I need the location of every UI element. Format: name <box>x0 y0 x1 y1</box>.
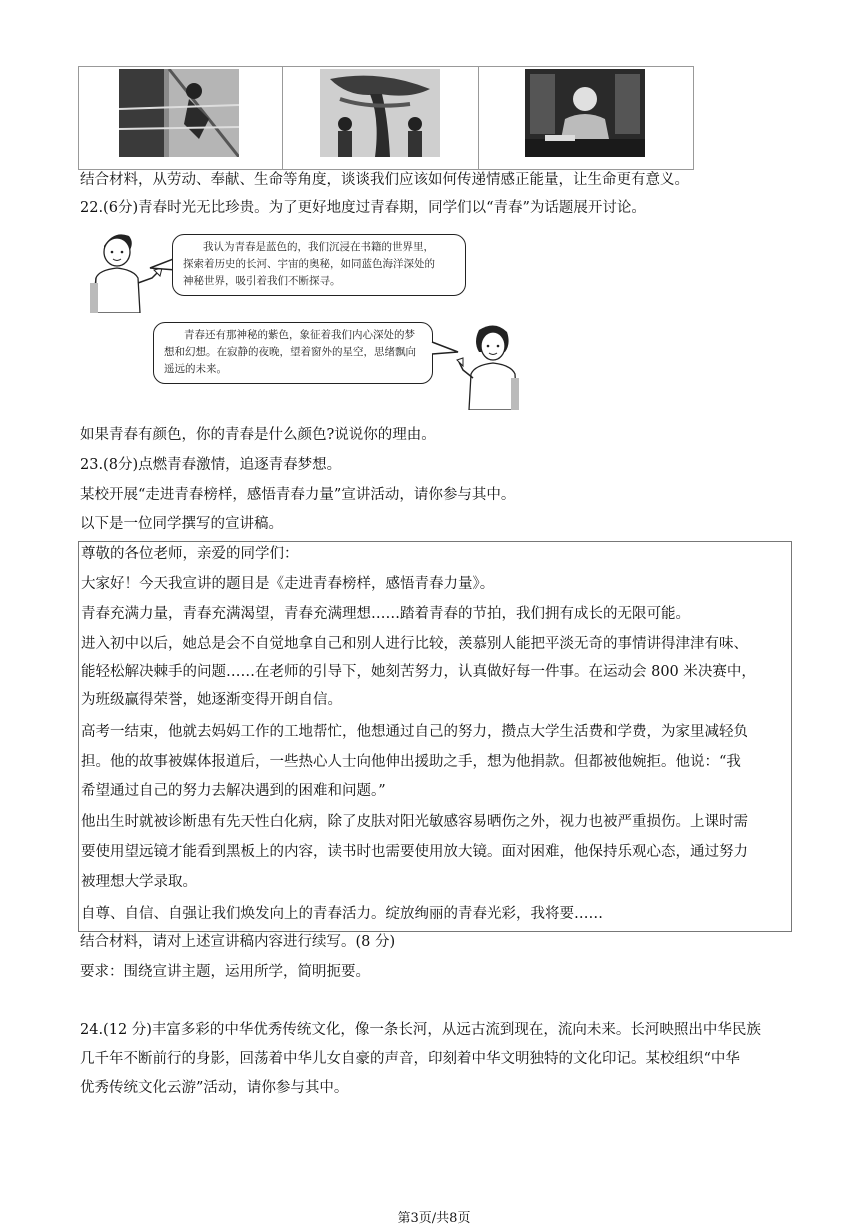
speech-line: 希望通过自己的努力去解决遇到的困难和问题。” <box>81 783 386 799</box>
speech-line: 要使用望远镜才能看到黑板上的内容，读书时也需要使用放大镜。面对困难，他保持乐观心态，通过努力 <box>81 844 748 860</box>
q23-intro: 某校开展“走进青春榜样，感悟青春力量”宣讲活动，请你参与其中。 <box>80 487 516 503</box>
image-table <box>78 66 694 170</box>
speech-line: 担。他的故事被媒体报道后，一些热心人士向他伸出援助之手，想为他捐款。但都被他婉拒。他说：“我 <box>81 754 741 770</box>
q22-question: 如果青春有颜色，你的青春是什么颜色?说说你的理由。 <box>80 427 436 443</box>
photo-elderly-man-at-desk <box>525 69 645 157</box>
q24-line: 优秀传统文化云游”活动，请你参与其中。 <box>80 1080 349 1096</box>
image-cell <box>79 67 283 169</box>
bubble-line: 想和幻想。在寂静的夜晚，望着窗外的星空，思绪飘向 <box>164 346 416 358</box>
speech-line: 青春充满力量，青春充满渴望，青春充满理想……踏着青春的节拍，我们拥有成长的无限可能。 <box>81 606 690 622</box>
speech-line: 被理想大学录取。 <box>81 874 197 890</box>
speech-draft-box <box>78 541 792 932</box>
q22-title: 22.(6分)青春时光无比珍贵。为了更好地度过青春期，同学们以“青春”为话题展开讨论。 <box>80 200 646 216</box>
speech-line: 为班级赢得荣誉，她逐渐变得开朗自信。 <box>81 692 342 708</box>
speech-line: 高考一结束，他就去妈妈工作的工地帮忙，他想通过自己的努力，攒点大学生活费和学费，为家里减轻负 <box>81 724 748 740</box>
bubble-line: 探索着历史的长河、宇宙的奥秘，如同蓝色海洋深处的 <box>183 258 435 270</box>
girl-student-figure <box>455 322 525 410</box>
speech-bubble-blue <box>172 234 466 296</box>
speech-line: 进入初中以后，她总是会不自觉地拿自己和别人进行比较，羡慕别人能把平淡无奇的事情讲得津津有味、 <box>81 636 748 652</box>
speech-line: 他出生时就被诊断患有先天性白化病，除了皮肤对阳光敏感容易晒伤之外，视力也被严重损伤。上课时需 <box>81 814 748 830</box>
speech-line: 能轻松解决棘手的问题……在老师的引导下，她刻苦努力，认真做好每一件事。在运动会 800 米决赛中， <box>81 664 756 680</box>
speech-line: 尊敬的各位老师，亲爱的同学们： <box>81 546 299 562</box>
bubble-line: 我认为青春是蓝色的，我们沉浸在书籍的世界里， <box>203 241 434 253</box>
bubble-line: 青春还有那神秘的紫色，象征着我们内心深处的梦 <box>184 329 415 341</box>
photo-soldiers-by-tree <box>320 69 440 157</box>
q24-line: 24.(12 分)丰富多彩的中华优秀传统文化，像一条长河，从远古流到现在，流向未来。长河映照出中华民族 <box>80 1022 761 1038</box>
speech-line: 自尊、自信、自强让我们焕发向上的青春活力。绽放绚丽的青春光彩，我将要…… <box>81 906 603 922</box>
speech-line: 大家好！今天我宣讲的题目是《走进青春榜样，感悟青春力量》。 <box>81 576 495 592</box>
page-footer: 第3页/共8页 <box>397 1211 471 1226</box>
bubble-line: 神秘世界，吸引着我们不断探寻。 <box>183 275 341 287</box>
image-cell <box>282 67 479 169</box>
q24-line: 几千年不断前行的身影，回荡着中华儿女自豪的声音，印刻着中华文明独特的文化印记。某校组织“中华 <box>80 1051 740 1067</box>
q21-prompt: 结合材料，从劳动、奉献、生命等角度，谈谈我们应该如何传递情感正能量，让生命更有意义。 <box>80 172 689 188</box>
q23-requirement: 要求：围绕宣讲主题，运用所学，简明扼要。 <box>80 964 370 980</box>
q23-title: 23.(8分)点燃青春激情，追逐青春梦想。 <box>80 457 342 473</box>
q23-intro: 以下是一位同学撰写的宣讲稿。 <box>80 516 283 532</box>
speech-bubble-purple <box>153 322 433 384</box>
photo-worker-climbing <box>119 69 239 157</box>
q23-task: 结合材料，请对上述宣讲稿内容进行续写。(8 分) <box>80 934 396 950</box>
bubble-line: 遥远的未来。 <box>164 363 227 375</box>
image-cell <box>478 67 693 169</box>
